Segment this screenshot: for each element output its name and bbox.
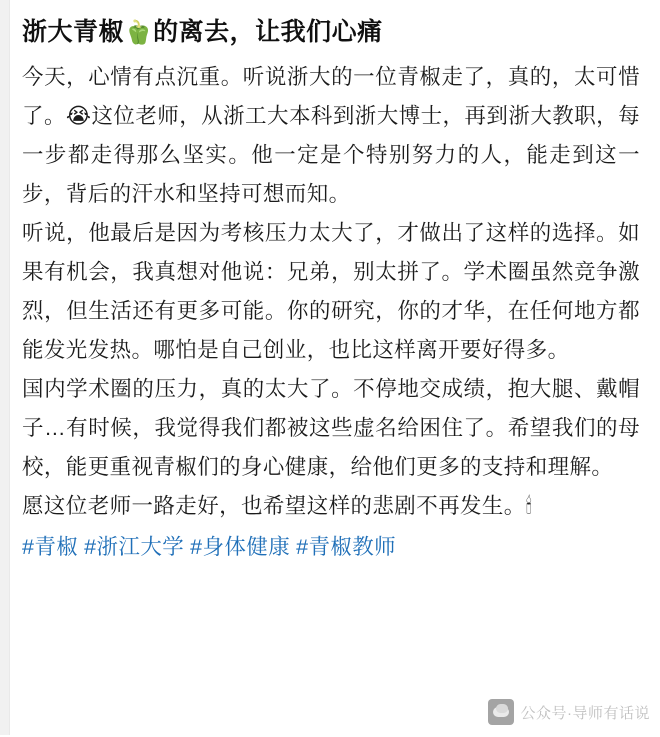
paragraph-2: 听说，他最后是因为考核压力太大了，才做出了这样的选择。如果有机会，我真想对他说：兄弟，别太拼了。学术圈虽然竞争激烈，但生活还有更多可能。你的研究，你的才华，在任何地方都能发光发热。哪怕是自己创业，也比这样离开要好得多。 <box>22 221 640 362</box>
hashtag-item[interactable]: #青椒教师 <box>296 535 397 559</box>
hashtag-item[interactable]: #身体健康 <box>190 535 291 559</box>
paragraph-4: 愿这位老师一路走好，也希望这样的悲剧不再发生。🕯 <box>22 494 533 518</box>
watermark <box>488 699 651 725</box>
title-text-before: 浙大青椒 <box>22 18 125 46</box>
page-title <box>22 12 640 52</box>
left-margin-strip <box>0 0 10 737</box>
paragraph-1: 今天，心情有点沉重。听说浙大的一位青椒走了，真的，太可惜了。😭这位老师，从浙工大本科到浙大博士，再到浙大教职，每一步都走得那么坚实。他一定是个特别努力的人，能走到这一步，背后的汗水和坚持可想而知。 <box>22 65 640 206</box>
title-text-after: 的离去，让我们心痛 <box>153 18 383 46</box>
hashtag-item[interactable]: #浙江大学 <box>84 535 185 559</box>
paragraph-3: 国内学术圈的压力，真的太大了。不停地交成绩，抱大腿、戴帽子…有时候，我觉得我们都被这些虚名给困住了。希望我们的母校，能更重视青椒们的身心健康，给他们更多的支持和理解。 <box>22 377 640 479</box>
post-content <box>22 0 640 737</box>
hashtag-list <box>22 528 640 567</box>
bell-pepper-icon: 🫑 <box>124 19 154 45</box>
watermark-text: 公众号·导师有话说 <box>520 704 650 722</box>
account-logo-icon <box>488 699 514 725</box>
hashtag-item[interactable]: #青椒 <box>22 535 79 559</box>
